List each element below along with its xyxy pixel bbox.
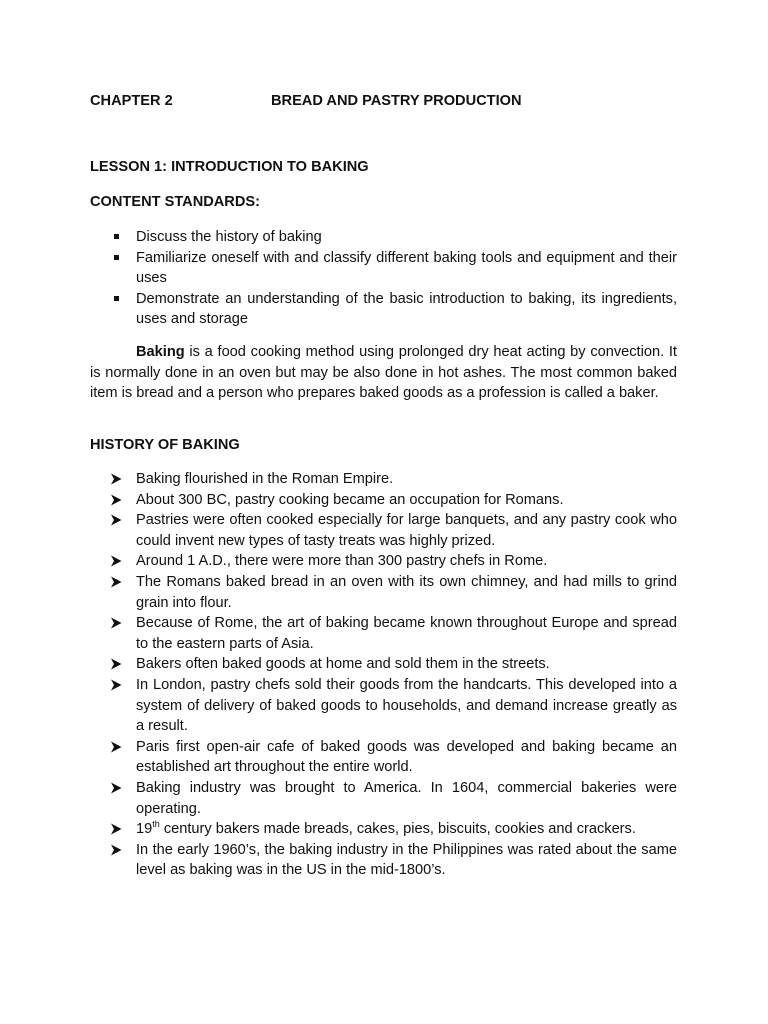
list-item-text: Baking flourished in the Roman Empire.	[136, 471, 394, 487]
arrowhead-bullet-icon	[110, 679, 122, 691]
list-item	[90, 613, 677, 654]
list-item-text: Bakers often baked goods at home and sold them in the streets.	[136, 656, 550, 673]
history-list	[90, 469, 677, 881]
list-item-text: Discuss the history of baking	[136, 229, 322, 245]
chapter-number: CHAPTER 2	[90, 93, 173, 109]
list-item	[90, 737, 677, 778]
list-item-text: In the early 1960’s, the baking industry in the Philippines was rated about the same level as baking was in the US in the mid-1800’s.	[136, 841, 677, 879]
arrowhead-bullet-icon	[110, 844, 122, 856]
list-item	[90, 675, 677, 737]
list-item-text: Because of Rome, the art of baking became known throughout Europe and spread to the eastern parts of Asia.	[136, 615, 677, 652]
arrowhead-bullet-icon	[110, 555, 122, 567]
list-item-text: Around 1 A.D., there were more than 300 pastry chefs in Rome.	[136, 553, 548, 570]
content-standards-list	[90, 227, 677, 330]
chapter-title: BREAD AND PASTRY PRODUCTION	[271, 93, 522, 109]
list-item-text: About 300 BC, pastry cooking became an occupation for Romans.	[136, 491, 564, 508]
century-number: 19	[136, 821, 153, 838]
arrowhead-bullet-icon	[110, 494, 122, 506]
intro-text: is a food cooking method using prolonged dry heat acting by convection. It is normally done in an oven but may be also done in hot ashes. The most common baked item is bread and a person who prepares baked goods as a profession is called a baker.	[90, 344, 677, 401]
list-item-text: Paris first open-air cafe of baked goods was developed and baking became an established art throughout the entire world.	[136, 738, 677, 776]
list-item-text: Pastries were often cooked especially for large banquets, and any pastry cook who could invent new types of tasty treats was highly prized.	[136, 512, 677, 549]
history-heading: HISTORY OF BAKING	[90, 437, 240, 453]
list-item-text: In London, pastry chefs sold their goods from the handcarts. This developed into a system of delivery of baked goods to households, and demand increase greatly as a result.	[136, 676, 677, 735]
ordinal-suffix: th	[152, 819, 160, 830]
list-item-text: Familiarize oneself with and classify different baking tools and equipment and their uses	[136, 249, 677, 286]
arrowhead-bullet-icon	[110, 617, 122, 629]
list-item	[90, 840, 677, 881]
lesson-title: LESSON 1: INTRODUCTION TO BAKING	[90, 159, 369, 175]
list-item-text: The Romans baked bread in an oven with its own chimney, and had mills to grind grain into flour.	[136, 573, 677, 611]
arrowhead-bullet-icon	[110, 823, 122, 835]
arrowhead-bullet-icon	[110, 741, 122, 753]
list-item	[90, 778, 677, 819]
list-item	[90, 490, 677, 511]
arrowhead-bullet-icon	[110, 658, 122, 670]
list-item	[90, 469, 677, 490]
list-item	[90, 248, 677, 289]
intro-term: Baking	[136, 344, 185, 360]
arrowhead-bullet-icon	[110, 782, 122, 794]
square-bullet-icon	[114, 255, 119, 260]
content-standards-heading: CONTENT STANDARDS:	[90, 194, 260, 210]
arrowhead-bullet-icon	[110, 473, 122, 485]
square-bullet-icon	[114, 234, 119, 239]
list-item	[90, 510, 677, 551]
arrowhead-bullet-icon	[110, 514, 122, 526]
intro-paragraph	[90, 342, 677, 404]
list-item	[90, 289, 677, 330]
list-item	[90, 227, 677, 248]
list-item-text: century bakers made breads, cakes, pies, biscuits, cookies and crackers.	[163, 821, 636, 838]
list-item	[90, 819, 677, 840]
square-bullet-icon	[114, 296, 119, 301]
list-item	[90, 572, 677, 613]
arrowhead-bullet-icon	[110, 576, 122, 588]
list-item-text: Demonstrate an understanding of the basic introduction to baking, its ingredients, uses and storage	[136, 290, 677, 327]
list-item	[90, 654, 677, 675]
list-item-text: Baking industry was brought to America. In 1604, commercial bakeries were operating.	[136, 779, 677, 817]
list-item	[90, 551, 677, 572]
